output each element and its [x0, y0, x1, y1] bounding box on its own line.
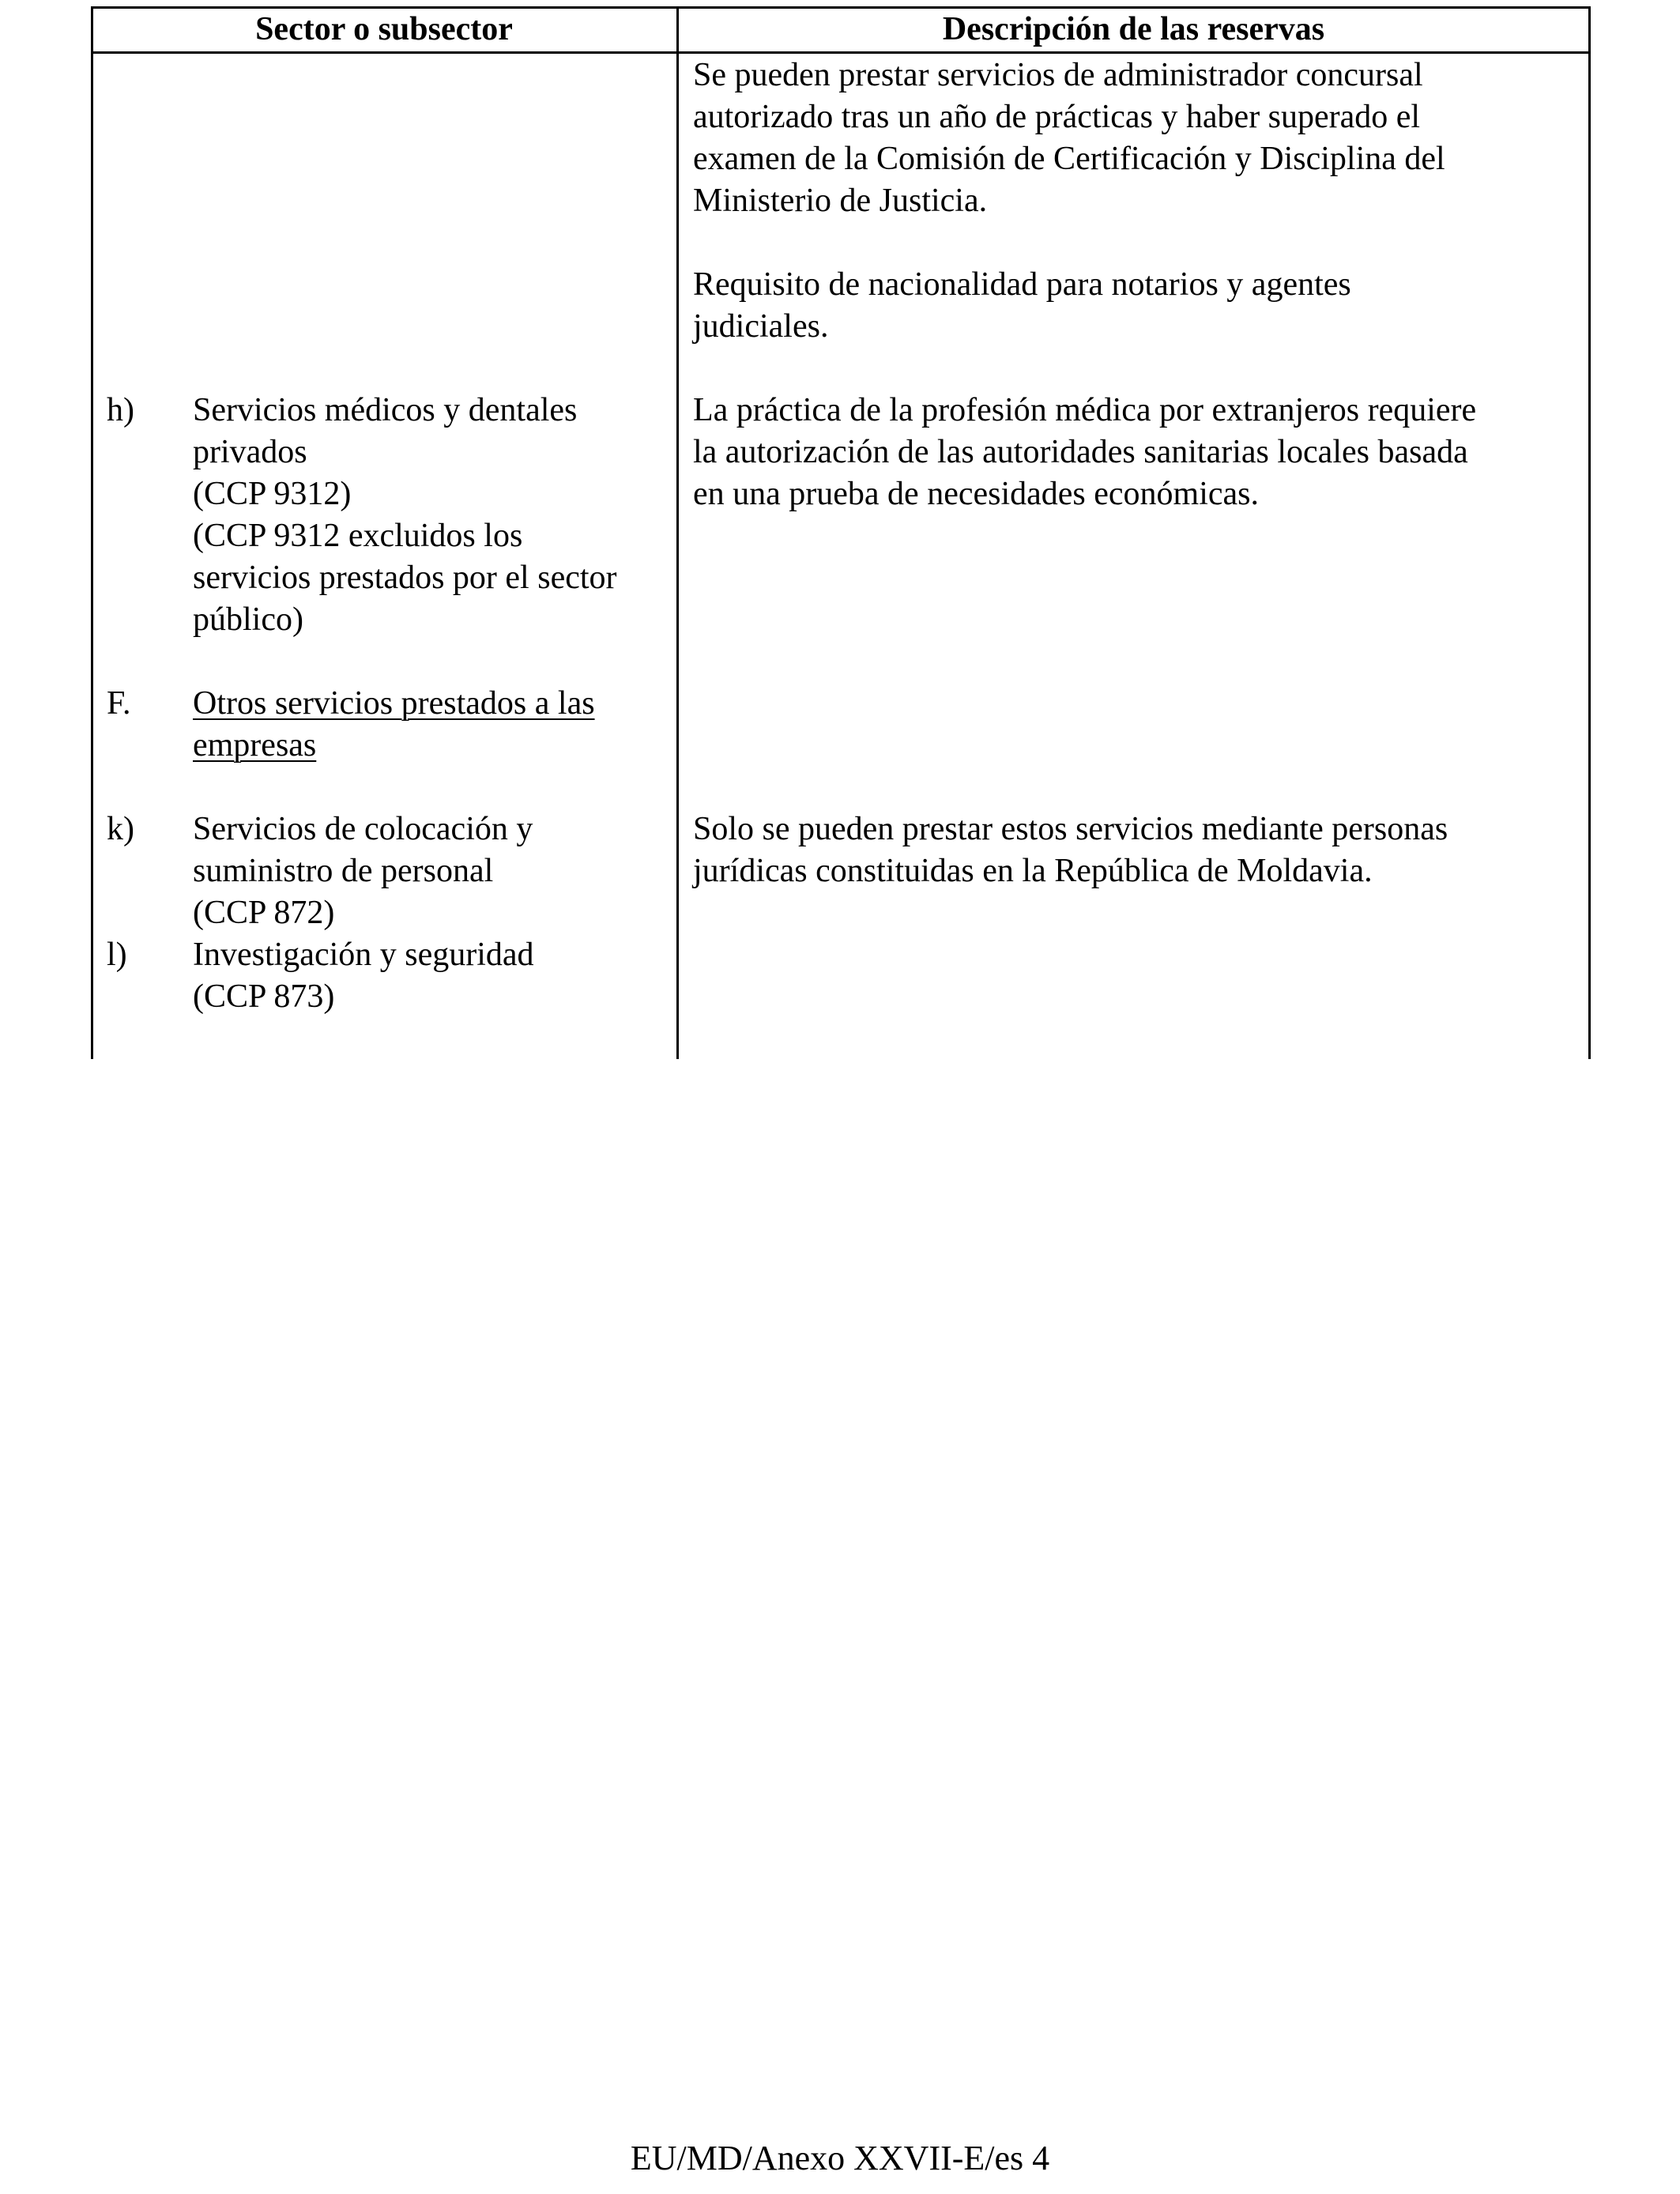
row-h-desc-line-2: la autorización de las autoridades sanitarias locales basada: [693, 434, 1468, 470]
row-h-sector-line-1: Servicios médicos y dentales: [193, 392, 578, 428]
desc-insolvency-line-2: autorizado tras un año de prácticas y haber superado el: [693, 99, 1421, 135]
row-k-sector-line-3: (CCP 872): [193, 895, 335, 931]
row-h-sector-line-3: (CCP 9312): [193, 476, 352, 512]
row-k-marker: k): [107, 811, 134, 847]
column-divider: [676, 6, 679, 1059]
row-f-marker: F.: [107, 685, 131, 722]
row-k-desc-line-2: jurídicas constituidas en la República de Moldavia.: [693, 853, 1373, 889]
header-sector: Sector o subsector: [255, 11, 513, 47]
table-left-border: [91, 6, 93, 1059]
row-l-sector-line-2: (CCP 873): [193, 978, 335, 1015]
table-right-border: [1588, 6, 1591, 1059]
row-k-desc-line-1: Solo se pueden prestar estos servicios mediante personas: [693, 811, 1448, 847]
row-k-sector-line-2: suministro de personal: [193, 853, 494, 889]
desc-insolvency-line-4: Ministerio de Justicia.: [693, 183, 988, 219]
reservations-table: [91, 6, 1591, 1059]
row-h-sector-line-6: público): [193, 601, 303, 638]
row-h-desc-line-1: La práctica de la profesión médica por extranjeros requiere: [693, 392, 1477, 428]
row-h-sector-line-4: (CCP 9312 excluidos los: [193, 518, 523, 554]
row-l-marker: l): [107, 937, 127, 973]
header-description: Descripción de las reservas: [942, 11, 1325, 47]
desc-nationality-line-2: judiciales.: [693, 308, 829, 345]
row-f-heading-line-1: Otros servicios prestados a las: [193, 685, 595, 722]
row-h-marker: h): [107, 392, 134, 428]
row-k-sector-line-1: Servicios de colocación y: [193, 811, 533, 847]
row-f-heading-line-2: empresas: [193, 727, 317, 763]
row-h-sector-line-2: privados: [193, 434, 307, 470]
row-h-desc-line-3: en una prueba de necesidades económicas.: [693, 476, 1260, 512]
desc-insolvency-line-3: examen de la Comisión de Certificación y Disciplina del: [693, 141, 1445, 177]
row-h-sector-line-5: servicios prestados por el sector: [193, 560, 617, 596]
page-footer-reference: EU/MD/Anexo XXVII-E/es 4: [630, 2139, 1050, 2177]
desc-insolvency-line-1: Se pueden prestar servicios de administrador concursal: [693, 57, 1423, 93]
row-l-sector-line-1: Investigación y seguridad: [193, 937, 534, 973]
desc-nationality-line-1: Requisito de nacionalidad para notarios y agentes: [693, 266, 1351, 303]
